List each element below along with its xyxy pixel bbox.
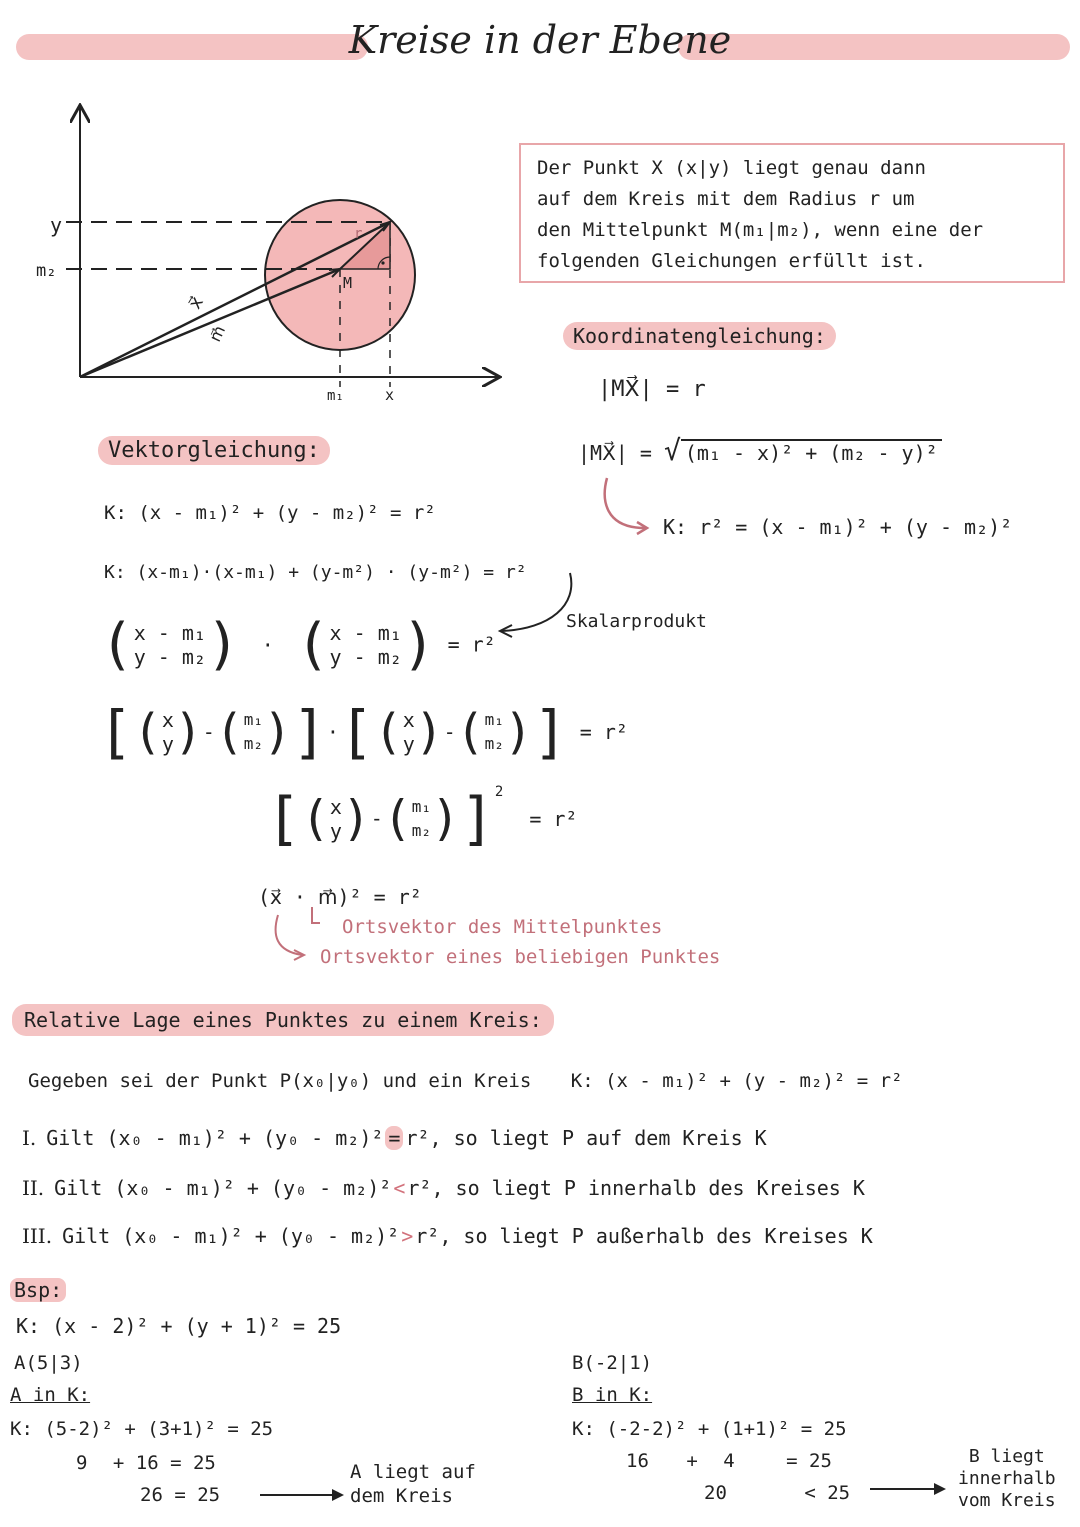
point-b-step-2c: 4 bbox=[723, 1450, 735, 1472]
case-2-condition: Gilt (x₀ - m₁)² + (y₀ - m₂)² bbox=[54, 1176, 392, 1200]
point-b-arrow bbox=[868, 1478, 950, 1500]
case-3-condition: Gilt (x₀ - m₁)² + (y₀ - m₂)² bbox=[62, 1224, 400, 1248]
point-a-step-2b: + 16 = 25 bbox=[112, 1452, 216, 1474]
m2-tick-label: m₂ bbox=[36, 261, 57, 281]
point-a: A(5|3) bbox=[14, 1352, 83, 1374]
definition-line-1: Der Punkt X (x|y) liegt genau dann bbox=[537, 157, 926, 179]
point-b-label: B in K: bbox=[572, 1384, 653, 1406]
circle-diagram bbox=[0, 95, 510, 415]
point-b-step-2a: 16 bbox=[626, 1450, 649, 1472]
coordinate-curve-arrow bbox=[595, 470, 665, 540]
relative-given-text: Gegeben sei der Punkt P(x₀|y₀) und ein Kreis bbox=[28, 1070, 532, 1092]
vector-eq-4: [(x y)-(m₁ m₂)]·[(x y)-(m₁ m₂)] = r² bbox=[98, 698, 628, 766]
case-1-result: r², so liegt P auf dem Kreis K bbox=[405, 1126, 767, 1150]
point-b-result-line-2: innerhalb bbox=[958, 1468, 1056, 1489]
vector-eq-6: (x⃗ · m⃗)² = r² bbox=[258, 885, 422, 909]
ortsvektor-note-1: Ortsvektor des Mittelpunktes bbox=[342, 916, 663, 938]
point-a-step-2 bbox=[76, 1452, 216, 1474]
y-tick-label: y bbox=[50, 213, 63, 237]
vector-eq-4-rhs: = r² bbox=[579, 720, 628, 744]
vector-heading: Vektorgleichung: bbox=[98, 436, 330, 465]
case-3-operator: > bbox=[401, 1224, 414, 1248]
vector-m-label: m⃗ bbox=[205, 322, 230, 345]
coordinate-eq-1: |MX⃗| = r bbox=[598, 377, 706, 402]
vector-eq-3-rhs: = r² bbox=[447, 632, 496, 657]
relative-case-1 bbox=[22, 1126, 767, 1150]
definition-line-4: folgenden Gleichungen erfüllt ist. bbox=[537, 250, 926, 272]
m1-tick-label: m₁ bbox=[327, 388, 344, 404]
vector-x-label: x⃗ bbox=[184, 292, 208, 313]
page-title: Kreise in der Ebene bbox=[348, 18, 732, 62]
relative-given bbox=[28, 1070, 1073, 1092]
point-b-step-3b: < 25 bbox=[804, 1482, 851, 1504]
example-heading: Bsp: bbox=[10, 1278, 66, 1302]
point-b-step-2d: = 25 bbox=[786, 1450, 832, 1472]
example-circle: K: (x - 2)² + (y + 1)² = 25 bbox=[16, 1314, 342, 1338]
relative-given-eq: K: (x - m₁)² + (y - m₂)² = r² bbox=[570, 1070, 903, 1092]
sqrt-symbol: √ bbox=[663, 434, 681, 467]
skalarprodukt-label: Skalarprodukt bbox=[566, 611, 707, 632]
vector-eq-3: (x - m₁ y - m₂) · (x - m₁ y - m₂) = r² bbox=[100, 612, 496, 677]
coordinate-eq-3: K: r² = (x - m₁)² + (y - m₂)² bbox=[663, 515, 1013, 539]
case-2-operator: < bbox=[393, 1176, 406, 1200]
point-a-result-line-1: A liegt auf bbox=[350, 1461, 476, 1483]
case-2-number: II. bbox=[22, 1176, 45, 1200]
case-3-result: r², so liegt P außerhalb des Kreises K bbox=[415, 1224, 873, 1248]
point-b-step-3a: 20 bbox=[704, 1482, 727, 1504]
point-b-step-3 bbox=[704, 1482, 850, 1504]
definition-box bbox=[519, 143, 1065, 283]
radius-label: r bbox=[354, 226, 363, 242]
point-b-result bbox=[958, 1446, 1056, 1512]
point-a-result bbox=[350, 1460, 476, 1508]
point-b: B(-2|1) bbox=[572, 1352, 653, 1374]
relative-case-3 bbox=[22, 1224, 873, 1248]
point-b-step-1: K: (-2-2)² + (1+1)² = 25 bbox=[572, 1418, 847, 1440]
vector-eq-2: K: (x-m₁)·(x-m₁) + (y-m²) · (y-m²) = r² bbox=[104, 562, 527, 583]
skalar-arrow bbox=[490, 565, 580, 645]
point-a-label: A in K: bbox=[10, 1384, 91, 1406]
point-a-step-2a: 9 bbox=[76, 1452, 88, 1474]
case-1-condition: Gilt (x₀ - m₁)² + (y₀ - m₂)² bbox=[46, 1126, 384, 1150]
point-a-step-3: 26 = 25 bbox=[140, 1484, 221, 1506]
ortsvektor-note-2: Ortsvektor eines beliebigen Punktes bbox=[320, 946, 721, 968]
point-a-arrow bbox=[258, 1484, 348, 1506]
point-b-result-line-1: B liegt bbox=[968, 1446, 1045, 1467]
coordinate-heading: Koordinatengleichung: bbox=[563, 322, 836, 350]
case-2-result: r², so liegt P innerhalb des Kreises K bbox=[407, 1176, 865, 1200]
definition-line-3: den Mittelpunkt M(m₁|m₂), wenn eine der bbox=[537, 219, 984, 241]
case-1-number: I. bbox=[22, 1126, 37, 1150]
point-b-step-2 bbox=[626, 1450, 832, 1472]
point-a-step-1: K: (5-2)² + (3+1)² = 25 bbox=[10, 1418, 274, 1440]
vector-eq-1: K: (x - m₁)² + (y - m₂)² = r² bbox=[104, 502, 436, 524]
point-b-step-2b: + bbox=[686, 1450, 698, 1472]
vector-eq-5-rhs: = r² bbox=[529, 806, 578, 831]
coordinate-eq-2-left: |MX⃗| = bbox=[578, 441, 652, 465]
point-b-result-line-3: vom Kreis bbox=[958, 1490, 1056, 1511]
x-tick-label: x bbox=[385, 386, 395, 404]
relative-case-2 bbox=[22, 1176, 865, 1200]
case-1-operator: = bbox=[385, 1126, 403, 1150]
case-3-number: III. bbox=[22, 1224, 53, 1248]
definition-line-2: auf dem Kreis mit dem Radius r um bbox=[537, 188, 915, 210]
center-label: M bbox=[343, 274, 353, 292]
vector-eq-5: [(x y)-(m₁ m₂)]$^2$ = r² bbox=[266, 784, 578, 853]
relative-heading: Relative Lage eines Punktes zu einem Kreis: bbox=[12, 1004, 554, 1036]
coordinate-eq-2-root: (m₁ - x)² + (m₂ - y)² bbox=[681, 439, 942, 465]
point-a-result-line-2: dem Kreis bbox=[350, 1485, 453, 1507]
